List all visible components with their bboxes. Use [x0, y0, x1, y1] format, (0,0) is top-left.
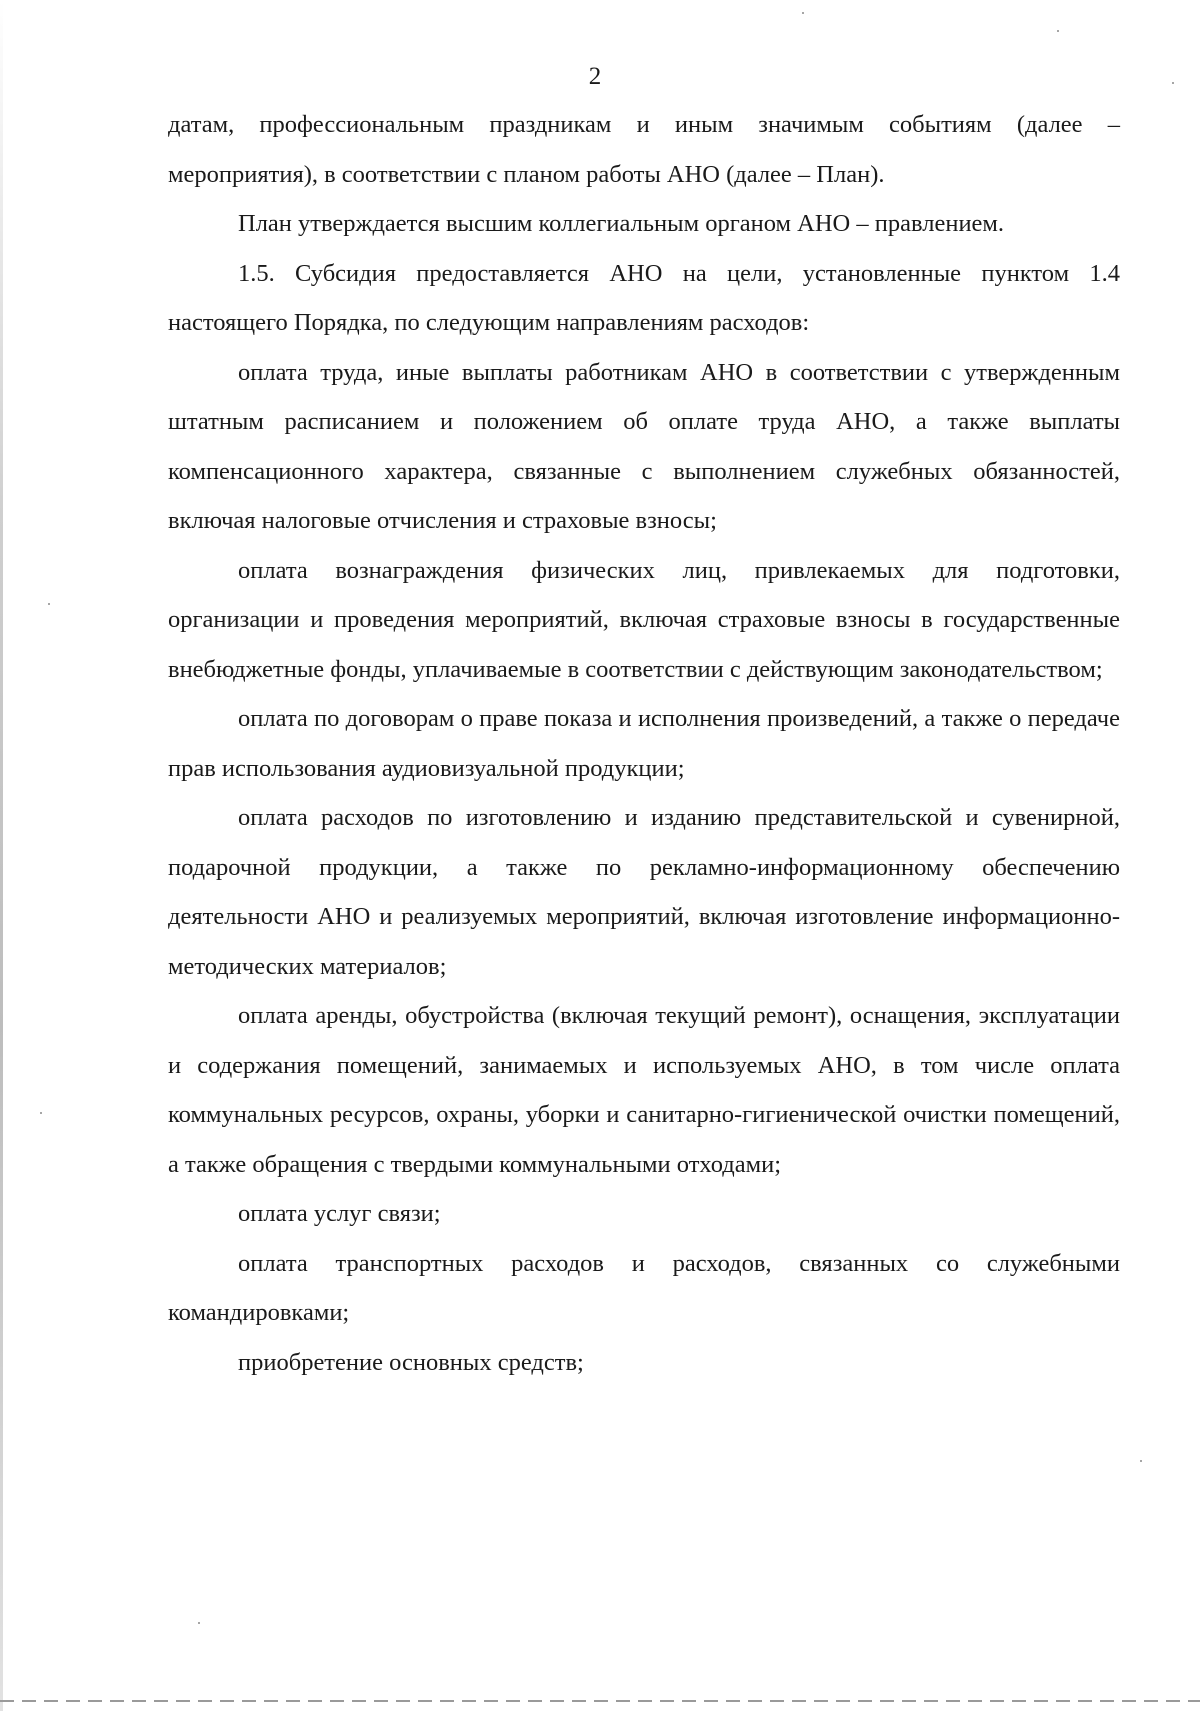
paragraph-expense-transport: оплата транспортных расходов и расходов, связанных со служебными командировками;	[168, 1249, 1120, 1326]
scan-speck	[40, 1112, 42, 1114]
paragraph-expense-premises: оплата аренды, обустройства (включая текущий ремонт), оснащения, эксплуатации и содержания помещений, занимаемых и используемых АНО, в том числе оплата коммунальных ресурсов, охраны, уборки и санитарно-гигиенической очистки помещений, а также обращения с твердыми коммунальными отходами;	[168, 1002, 1120, 1178]
scan-speck	[1140, 1460, 1142, 1462]
paragraph-expense-communication: оплата услуг связи;	[238, 1200, 441, 1227]
scan-speck	[1172, 82, 1174, 84]
scan-speck	[48, 603, 50, 605]
paragraph-expense-individuals: оплата вознаграждения физических лиц, привлекаемых для подготовки, организации и проведения мероприятий, включая страховые взносы в государственные внебюджетные фонды, уплачиваемые в соответствии с действующим законодательством;	[168, 556, 1120, 683]
paragraph-expense-rights: оплата по договорам о праве показа и исполнения произведений, а также о передаче прав использования аудиовизуальной продукции;	[168, 705, 1120, 782]
scan-speck	[1057, 30, 1059, 32]
scan-bottom-edge	[0, 1700, 1200, 1702]
paragraph-expense-production: оплата расходов по изготовлению и изданию представительской и сувенирной, подарочной продукции, а также по рекламно-информационному обеспечению деятельности АНО и реализуемых мероприятий, включая изготовление информационно-методических материалов;	[168, 804, 1120, 980]
paragraph-expense-fixed-assets: приобретение основных средств;	[238, 1348, 584, 1376]
paragraph-clause-1-5: 1.5. Субсидия предоставляется АНО на цели, установленные пунктом 1.4 настоящего Порядка, по следующим направлениям расходов:	[168, 259, 1120, 336]
paragraph-expense-labor: оплата труда, иные выплаты работникам АНО в соответствии с утвержденным штатным расписанием и положением об оплате труда АНО, а также выплаты компенсационного характера, связанные с выполнением служебных обязанностей, включая налоговые отчисления и страховые взносы;	[168, 358, 1120, 534]
scan-speck	[198, 1622, 200, 1624]
page-number: 2	[588, 63, 602, 90]
paragraph-plan-approval: План утверждается высшим коллегиальным органом АНО – правлением.	[238, 210, 1005, 237]
document-body	[168, 100, 1120, 1387]
scan-speck	[802, 12, 804, 14]
scan-left-edge	[0, 0, 3, 1711]
paragraph-continuation: датам, профессиональным праздникам и иным значимым событиям (далее – мероприятия), в соответствии с планом работы АНО (далее – План).	[168, 111, 1120, 188]
